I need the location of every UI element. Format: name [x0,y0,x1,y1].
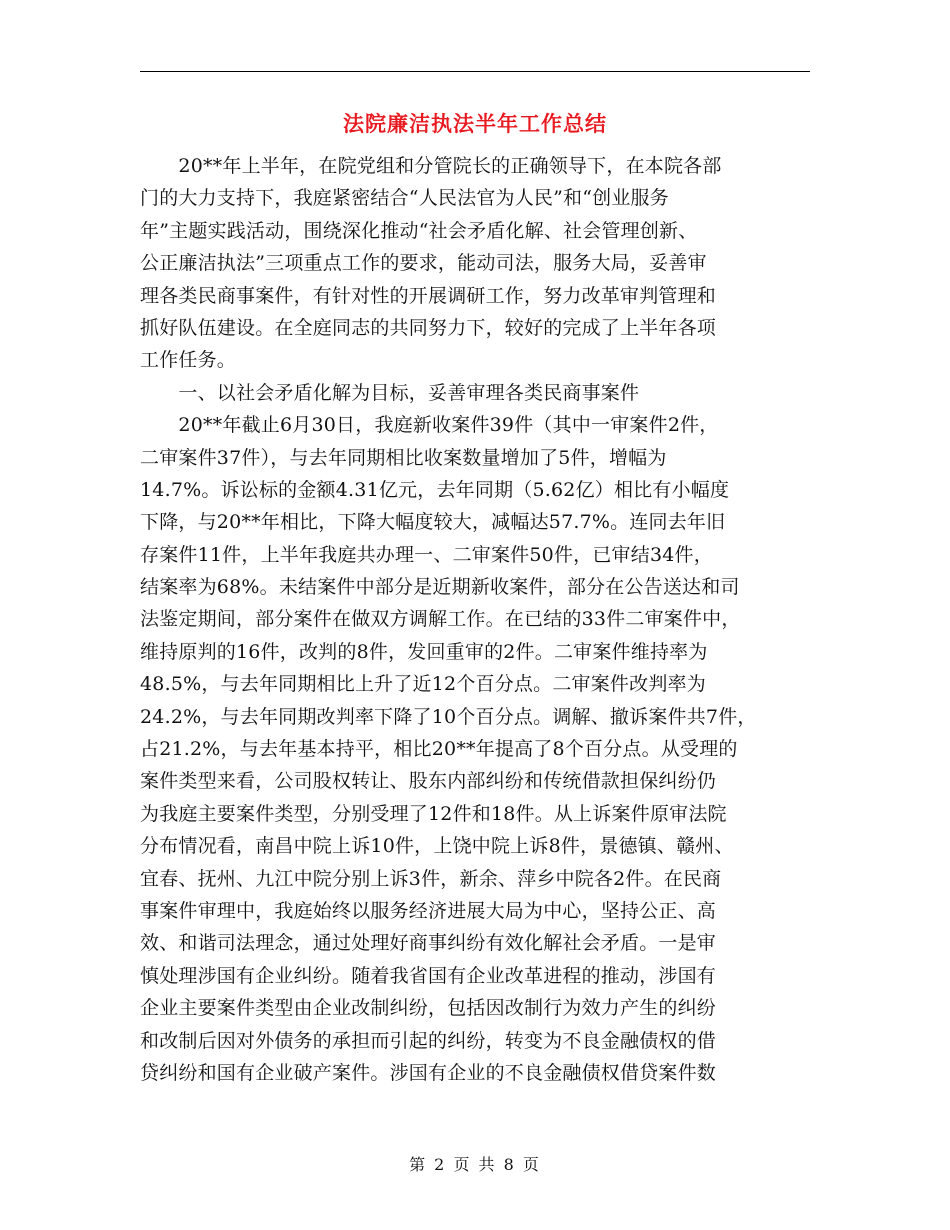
section-heading: 一、以社会矛盾化解为目标，妥善审理各类民商事案件 [140,381,640,404]
body-line: 20**年截止6月30日，我庭新收案件39件（其中一审案件2件， [140,414,719,437]
body-line: 贷纠纷和国有企业破产案件。涉国有企业的不良金融债权借贷案件数 [140,1061,717,1084]
body-line: 维持原判的16件，改判的8件，发回重审的2件。二审案件维持率为 [140,640,708,663]
body-line: 二审案件37件），与去年同期相比收案数量增加了5件，增幅为 [140,446,667,469]
body-line: 48.5%，与去年同期相比上升了近12个百分点。二审案件改判率为 [140,673,706,696]
body-line: 抓好队伍建设。在全庭同志的共同努力下，较好的完成了上半年各项 [140,316,717,339]
body-line: 和改制后因对外债务的承担而引起的纠纷，转变为不良金融债权的借 [140,1029,717,1052]
body-line: 慎处理涉国有企业纠纷。随着我省国有企业改革进程的推动，涉国有 [140,964,717,987]
body-line: 结案率为68%。未结案件中部分是近期新收案件，部分在公告送达和司 [140,576,740,599]
header-rule [140,71,810,72]
body-line: 14.7%。诉讼标的金额4.31亿元，去年同期（5.62亿）相比有小幅度 [140,478,730,501]
body-line: 法鉴定期间，部分案件在做双方调解工作。在已结的33件二审案件中， [140,608,741,631]
page-footer: 第 2 页 共 8 页 [409,1155,541,1174]
body-line: 宜春、抚州、九江中院分别上诉3件，新余、萍乡中院各2件。在民商 [140,867,722,890]
body-line: 占21.2%，与去年基本持平，相比20**年提高了8个百分点。从受理的 [140,738,738,761]
body-line: 年”主题实践活动，围绕深化推动“社会矛盾化解、社会管理创新、 [140,219,698,242]
body-line: 分布情况看，南昌中院上诉10件，上饶中院上诉8件，景德镇、赣州、 [140,835,734,858]
body-line: 公正廉洁执法”三项重点工作的要求，能动司法，服务大局，妥善审 [140,252,707,275]
body-line: 24.2%，与去年同期改判率下降了10个百分点。调解、撤诉案件共7件， [140,705,757,728]
body-line: 20**年上半年，在院党组和分管院长的正确领导下，在本院各部 [140,155,722,177]
body-line: 工作任务。 [140,349,237,372]
body-line: 存案件11件，上半年我庭共办理一、二审案件50件，已审结34件， [140,543,713,566]
body-line: 效、和谐司法理念，通过处理好商事纠纷有效化解社会矛盾。一是审 [140,932,717,955]
body-line: 案件类型来看，公司股权转让、股东内部纠纷和传统借款担保纠纷仍 [140,770,717,793]
body-line: 企业主要案件类型由企业改制纠纷，包括因改制行为效力产生的纠纷 [140,997,717,1020]
body-line: 事案件审理中，我庭始终以服务经济进展大局为中心，坚持公正、高 [140,899,717,922]
document-title: 法院廉洁执法半年工作总结 [343,112,607,136]
body-line: 理各类民商事案件，有针对性的开展调研工作，努力改革审判管理和 [140,284,717,307]
body-line: 为我庭主要案件类型，分别受理了12件和18件。从上诉案件原审法院 [140,802,727,825]
body-line: 下降，与20**年相比，下降大幅度较大，减幅达57.7%。连同去年旧 [140,511,726,534]
document-body [140,150,840,1089]
body-line: 门的大力支持下，我庭紧密结合“人民法官为人民”和“创业服务 [140,187,669,210]
